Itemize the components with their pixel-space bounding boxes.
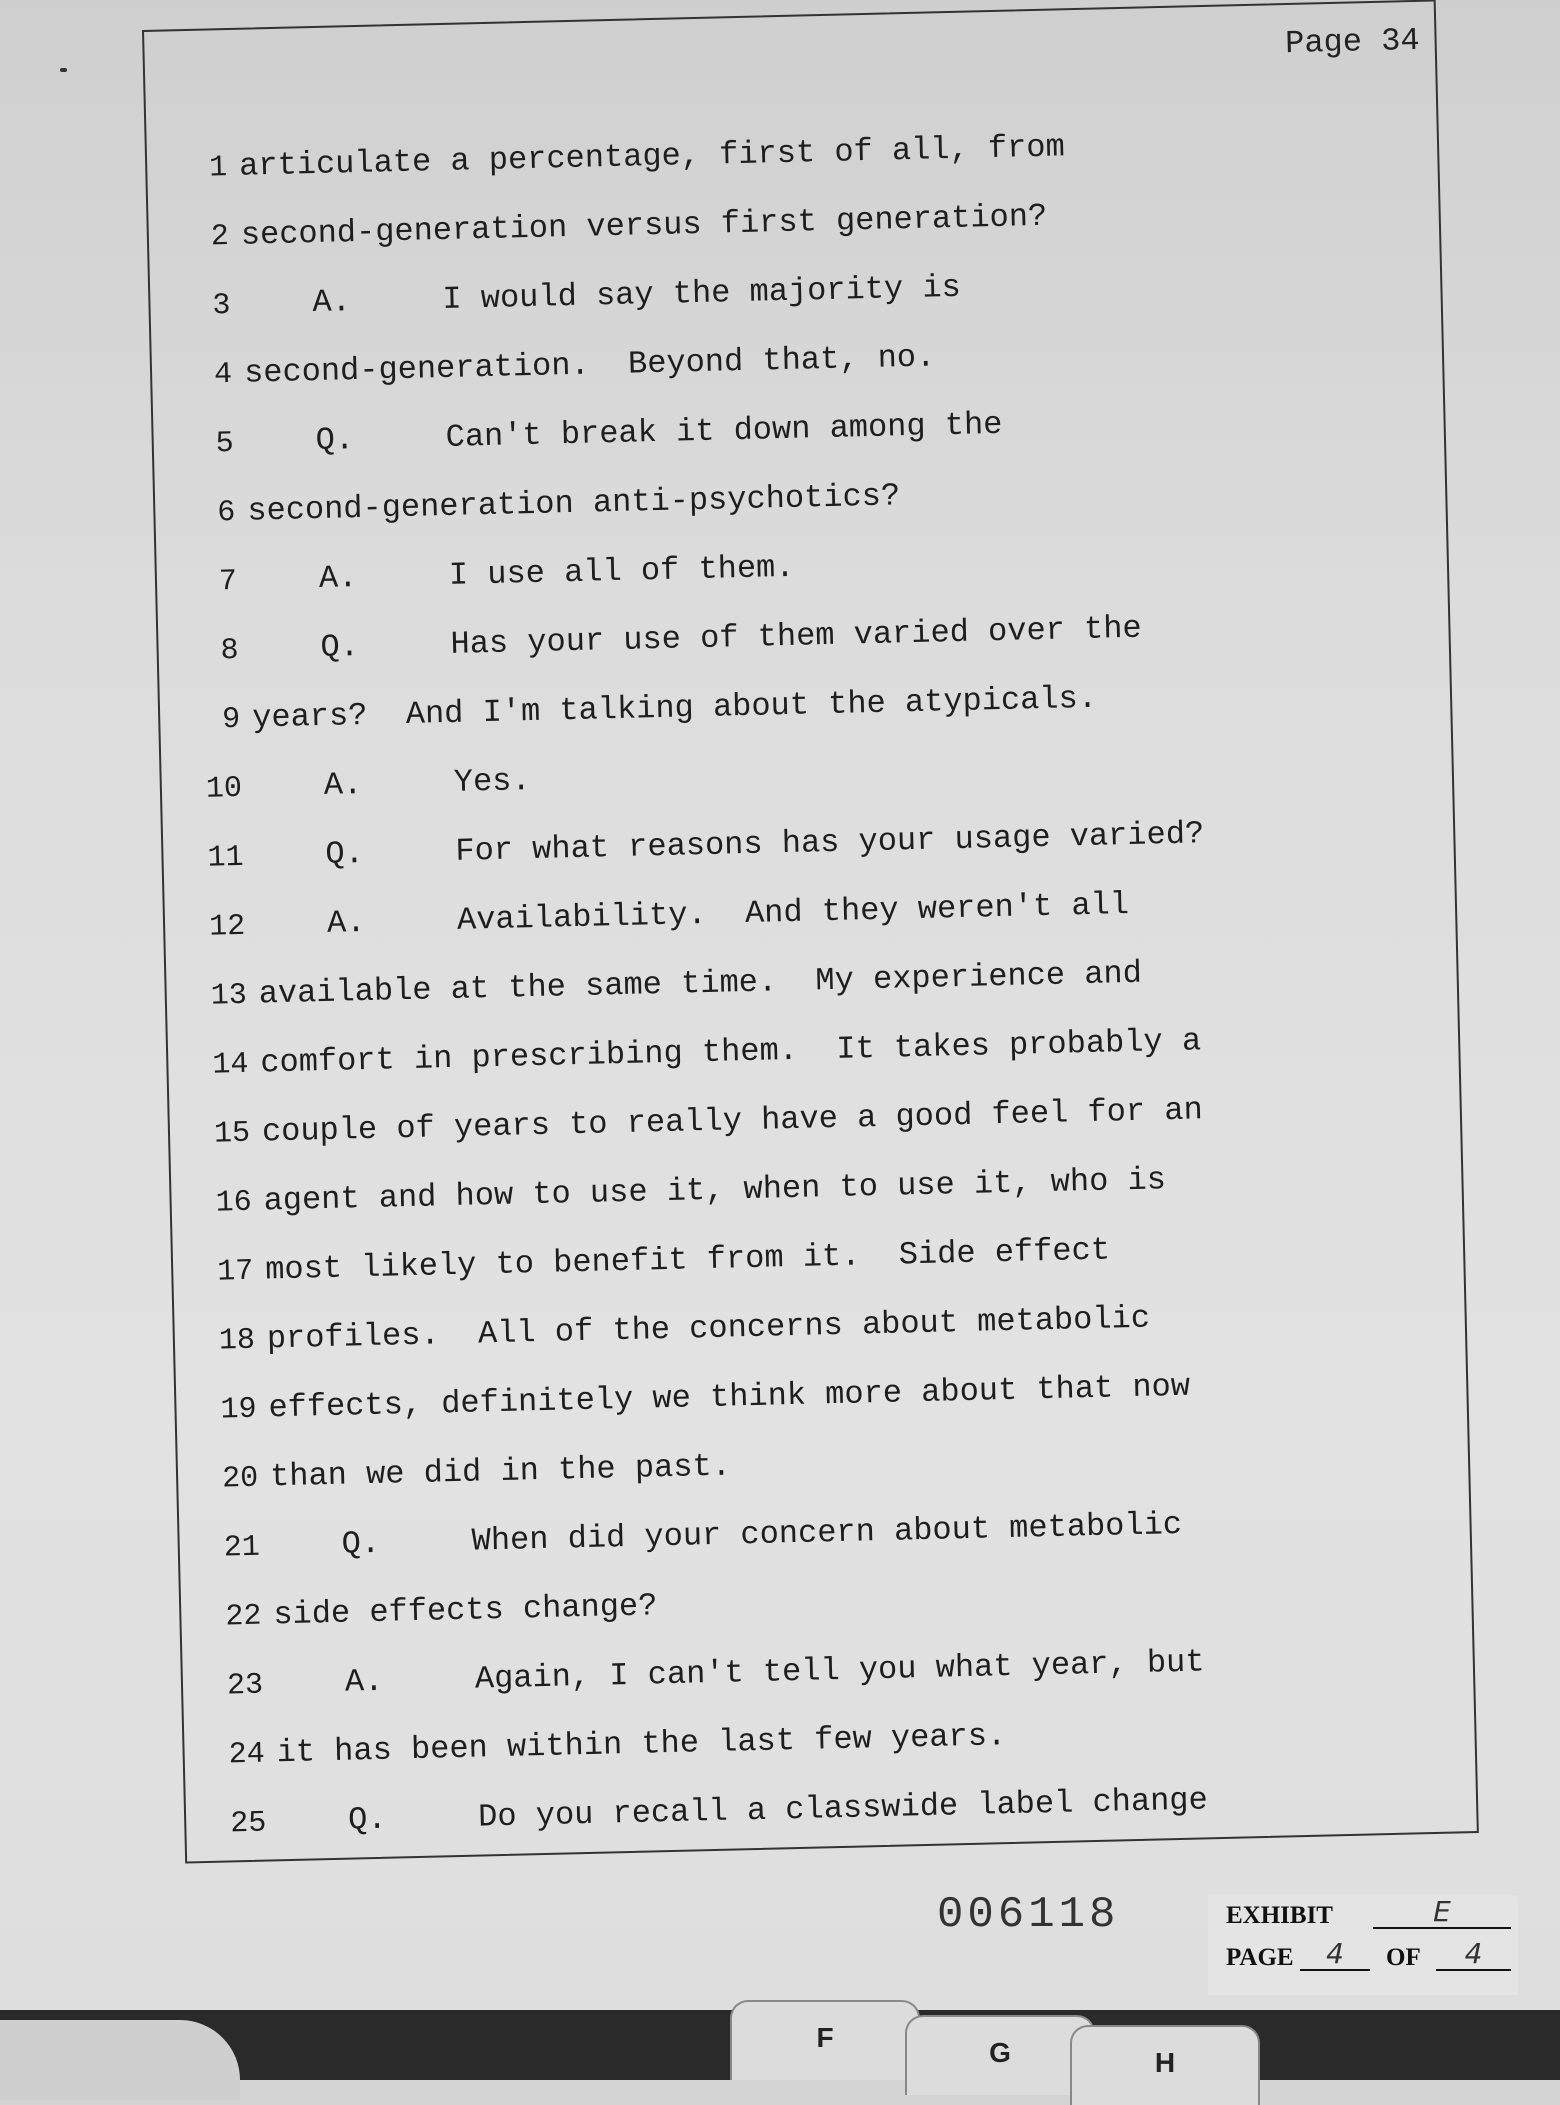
line-text: I use all of them.	[448, 548, 795, 594]
indent-spacer	[275, 1691, 345, 1693]
line-text: side effects change?	[272, 1587, 658, 1634]
speaker-role: Q.	[320, 628, 360, 666]
line-number: 21	[223, 1530, 261, 1566]
line-number: 17	[216, 1254, 254, 1290]
line-number: 4	[213, 357, 233, 393]
ink-smudge	[60, 68, 67, 72]
indent-spacer	[256, 863, 326, 865]
line-number: 5	[215, 426, 235, 462]
speaker-role: A.	[326, 903, 366, 942]
exhibit-row	[1208, 1895, 1518, 1937]
line-text: Again, I can't tell you what year, but	[474, 1643, 1205, 1698]
divider-tab-f: F	[730, 2000, 920, 2080]
line-text: When did your concern about metabolic	[471, 1505, 1183, 1560]
indent-spacer	[249, 587, 319, 589]
line-text: Do you recall a classwide label change	[477, 1781, 1209, 1836]
exhibit-value: E	[1373, 1897, 1511, 1929]
page-label: PAGE	[1226, 1944, 1294, 1971]
divider-tab-h: H	[1070, 2025, 1260, 2105]
line-text: second-generation versus first generation?	[240, 197, 1048, 254]
line-number: 14	[212, 1047, 249, 1083]
line-text: Has your use of them varied over the	[450, 609, 1143, 663]
bates-number: 006118	[937, 1890, 1120, 1940]
line-text: profiles. All of the concerns about metabolic	[266, 1299, 1151, 1358]
line-number: 11	[207, 840, 244, 876]
exhibit-page-row	[1208, 1937, 1518, 1979]
line-text: effects, definitely we think more about that now	[268, 1367, 1191, 1427]
speaker-role: Q.	[341, 1524, 381, 1563]
line-number: 22	[225, 1599, 262, 1635]
line-text: articulate a percentage, first of all, from	[238, 128, 1066, 185]
line-number: 12	[208, 909, 246, 945]
line-number: 20	[221, 1461, 259, 1497]
line-text: For what reasons has your usage varied?	[455, 815, 1205, 870]
exhibit-label: EXHIBIT	[1226, 1902, 1333, 1929]
of-value: 4	[1436, 1939, 1511, 1971]
line-number: 13	[210, 978, 248, 1014]
line-text: years? And I'm talking about the atypicals.	[251, 679, 1098, 737]
exhibit-stamp	[1208, 1895, 1518, 1995]
indent-spacer	[243, 311, 313, 313]
line-number: 10	[205, 771, 243, 807]
line-text: most likely to benefit from it. Side effect	[264, 1231, 1111, 1289]
line-number: 3	[212, 288, 231, 324]
indent-spacer	[246, 449, 316, 451]
line-text: comfort in prescribing them. It takes probably a	[259, 1022, 1202, 1082]
line-number: 6	[216, 495, 236, 531]
page-value: 4	[1300, 1939, 1370, 1971]
line-number: 24	[228, 1737, 266, 1773]
speaker-role: A.	[312, 283, 352, 322]
line-number: 19	[220, 1392, 257, 1428]
transcript-frame	[142, 0, 1479, 1863]
line-number: 2	[210, 220, 230, 255]
indent-spacer	[278, 1829, 348, 1831]
line-number: 15	[213, 1116, 251, 1152]
line-text: agent and how to use it, when to use it, who is	[263, 1161, 1167, 1220]
speaker-role: Q.	[315, 421, 355, 460]
line-text: Availability. And they weren't all	[456, 885, 1130, 939]
background-object	[0, 2020, 240, 2100]
line-text: it has been within the last few years.	[276, 1717, 1007, 1772]
line-number: 23	[226, 1668, 264, 1704]
line-number: 25	[229, 1806, 267, 1842]
indent-spacer	[251, 656, 321, 658]
line-number: 1	[208, 151, 228, 186]
line-text: available at the same time. My experience and	[258, 954, 1143, 1013]
speaker-role: Q.	[325, 835, 365, 873]
divider-tab-g: G	[905, 2015, 1095, 2095]
line-text: couple of years to really have a good feel for an	[261, 1091, 1204, 1151]
speaker-role: A.	[323, 766, 363, 804]
line-number: 7	[218, 564, 238, 600]
line-number: 9	[221, 702, 241, 738]
line-text: than we did in the past.	[269, 1447, 732, 1496]
line-text: I would say the majority is	[441, 268, 962, 318]
of-label: OF	[1386, 1944, 1421, 1971]
transcript-lines	[186, 104, 1466, 1858]
page-number: Page 34	[1284, 21, 1421, 63]
line-number: 16	[215, 1185, 253, 1221]
line-text: Can't break it down among the	[445, 405, 1003, 456]
speaker-role: A.	[318, 559, 358, 597]
indent-spacer	[272, 1553, 342, 1555]
line-text: Yes.	[453, 762, 532, 801]
line-number: 18	[218, 1323, 256, 1359]
speaker-role: Q.	[347, 1800, 388, 1839]
line-number: 8	[220, 633, 240, 669]
indent-spacer	[257, 932, 327, 934]
speaker-role: A.	[344, 1662, 384, 1701]
line-text: second-generation. Beyond that, no.	[243, 338, 936, 392]
line-text: second-generation anti-psychotics?	[246, 477, 901, 530]
indent-spacer	[254, 794, 324, 796]
